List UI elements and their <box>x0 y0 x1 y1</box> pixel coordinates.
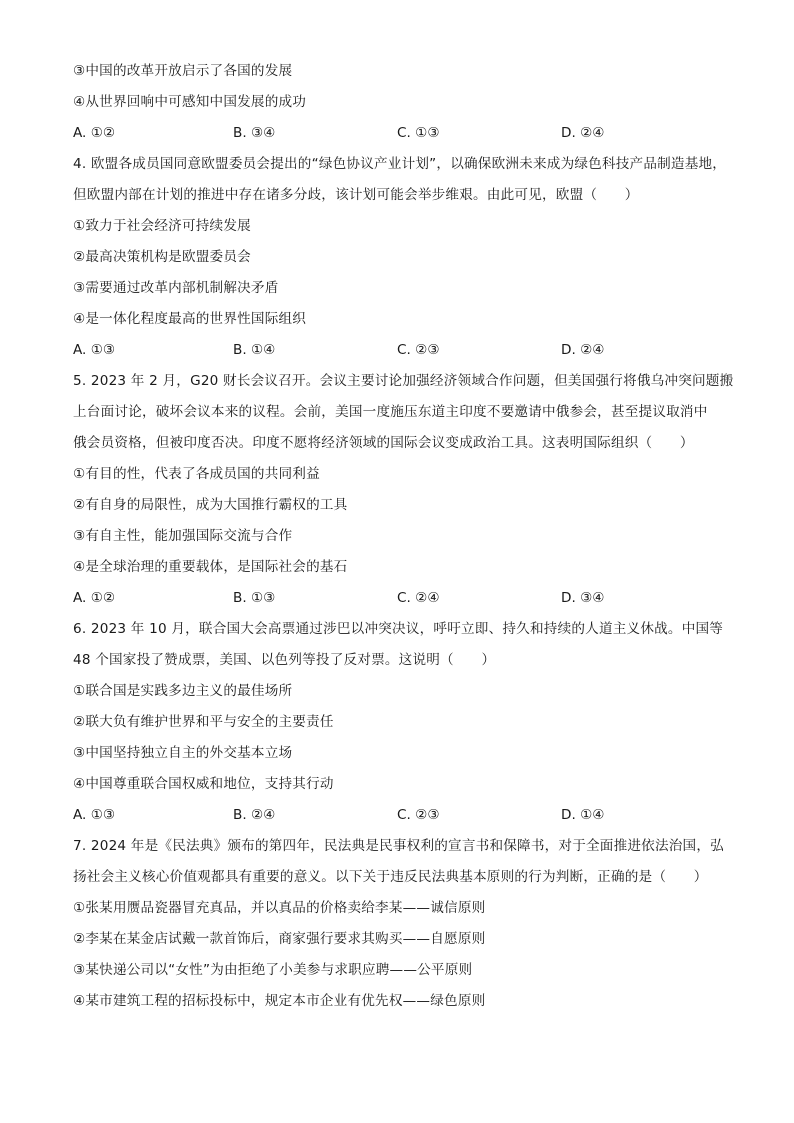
question-stem: 但欧盟内部在计划的推进中存在诸多分歧，该计划可能会举步维艰。由此可见，欧盟（ ） <box>73 187 639 203</box>
option-d[interactable]: D. ①④ <box>561 807 605 823</box>
answer-options <box>73 806 723 825</box>
option-d[interactable]: D. ③④ <box>561 590 605 606</box>
option-c[interactable]: C. ②③ <box>397 342 440 358</box>
question-3 <box>73 62 723 143</box>
question-stem: 扬社会主义核心价值观都具有重要的意义。以下关于违反民法典基本原则的行为判断，正确的是（ ） <box>73 869 708 885</box>
question-stem: 上台面讨论，破坏会议本来的议程。会前，美国一度施压东道主印度不要邀请中俄参会，甚至提议取消中 <box>73 404 708 420</box>
statement: ②李某在某金店试戴一款首饰后，商家强行要求其购买——自愿原则 <box>73 931 486 947</box>
question-6 <box>73 620 723 825</box>
statement: ①致力于社会经济可持续发展 <box>73 218 251 234</box>
statement: ③某快递公司以“女性”为由拒绝了小美参与求职应聘——公平原则 <box>73 962 473 978</box>
option-a[interactable]: A. ①③ <box>73 807 116 823</box>
option-c[interactable]: C. ①③ <box>397 125 440 141</box>
question-4 <box>73 155 727 360</box>
option-c[interactable]: C. ②④ <box>397 590 440 606</box>
statement: ①有目的性，代表了各成员国的共同利益 <box>73 466 320 482</box>
question-stem: 4. 欧盟各成员国同意欧盟委员会提出的“绿色协议产业计划”，以确保欧洲未来成为绿色科技产品制造基地， <box>73 156 727 172</box>
statement: ②联大负有维护世界和平与安全的主要责任 <box>73 714 334 730</box>
statement: ④是全球治理的重要载体，是国际社会的基石 <box>73 559 348 575</box>
option-a[interactable]: A. ①② <box>73 590 116 606</box>
statement: ③需要通过改革内部机制解决矛盾 <box>73 280 279 296</box>
statement: ④中国尊重联合国权威和地位，支持其行动 <box>73 776 334 792</box>
statement: ④某市建筑工程的招标投标中，规定本市企业有优先权——绿色原则 <box>73 993 486 1009</box>
question-stem: 5. 2023 年 2 月，G20 财长会议召开。会议主要讨论加强经济领域合作问题，但美国强行将俄乌冲突问题搬 <box>73 373 734 389</box>
question-stem: 7. 2024 年是《民法典》颁布的第四年，民法典是民事权利的宣言书和保障书，对于全面推进依法治国，弘 <box>73 838 724 854</box>
question-stem: 俄会员资格，但被印度否决。印度不愿将经济领域的国际会议变成政治工具。这表明国际组织（ ） <box>73 435 694 451</box>
question-stem: 6. 2023 年 10 月，联合国大会高票通过涉巴以冲突决议，呼吁立即、持久和持续的人道主义休战。中国等 <box>73 621 724 637</box>
option-d[interactable]: D. ②④ <box>561 125 605 141</box>
option-c[interactable]: C. ②③ <box>397 807 440 823</box>
answer-options <box>73 589 723 608</box>
answer-options <box>73 341 723 360</box>
question-5 <box>73 372 734 608</box>
question-stem: 48 个国家投了赞成票，美国、以色列等投了反对票。这说明（ ） <box>73 652 496 668</box>
option-b[interactable]: B. ①④ <box>233 342 276 358</box>
statement: ③有自主性，能加强国际交流与合作 <box>73 528 293 544</box>
option-d[interactable]: D. ②④ <box>561 342 605 358</box>
exam-page <box>73 62 734 1023</box>
statement: ③中国坚持独立自主的外交基本立场 <box>73 745 293 761</box>
statement: ②最高决策机构是欧盟委员会 <box>73 249 251 265</box>
statement: ④是一体化程度最高的世界性国际组织 <box>73 311 307 327</box>
statement: ③中国的改革开放启示了各国的发展 <box>73 63 293 79</box>
statement: ④从世界回响中可感知中国发展的成功 <box>73 94 307 110</box>
answer-options <box>73 124 723 143</box>
option-b[interactable]: B. ③④ <box>233 125 276 141</box>
option-a[interactable]: A. ①② <box>73 125 116 141</box>
option-b[interactable]: B. ②④ <box>233 807 276 823</box>
option-a[interactable]: A. ①③ <box>73 342 116 358</box>
question-7 <box>73 837 723 1011</box>
option-b[interactable]: B. ①③ <box>233 590 276 606</box>
statement: ①张某用赝品瓷器冒充真品，并以真品的价格卖给李某——诚信原则 <box>73 900 486 916</box>
statement: ②有自身的局限性，成为大国推行霸权的工具 <box>73 497 348 513</box>
statement: ①联合国是实践多边主义的最佳场所 <box>73 683 293 699</box>
